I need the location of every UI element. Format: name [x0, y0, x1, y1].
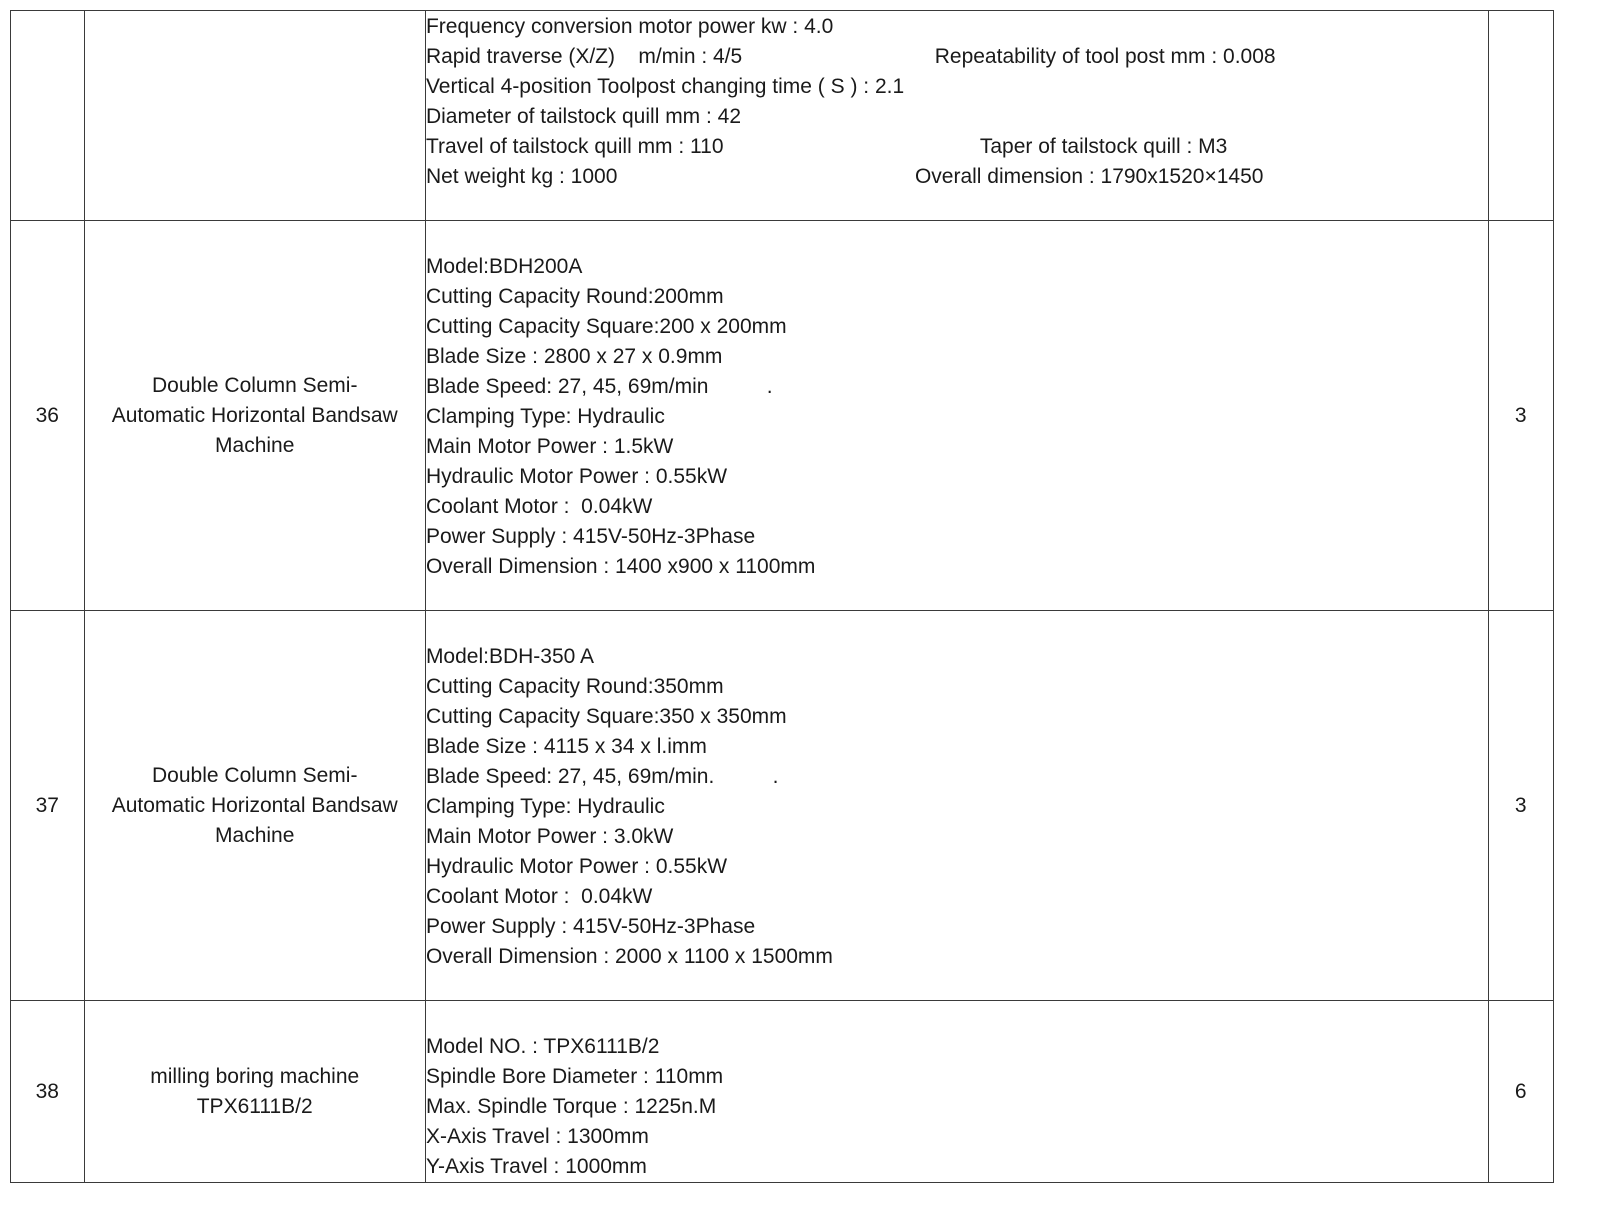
spec-line: Cutting Capacity Round:200mm — [425, 285, 724, 308]
spec-line: Max. Spindle Torque : 1225n.M — [425, 1095, 717, 1118]
item-name-line: Automatic Horizontal Bandsaw — [111, 793, 398, 817]
item-number-cell: 37 — [11, 611, 85, 1001]
table-row — [11, 1001, 1554, 1183]
item-number-cell: 38 — [11, 1001, 85, 1183]
spec-line: Frequency conversion motor power kw : 4.0 — [425, 15, 834, 38]
spec-line: Travel of tailstock quill mm : 110 Taper of tailstock quill : M3 — [425, 135, 1228, 158]
spec-line: Blade Size : 2800 x 27 x 0.9mm — [425, 345, 723, 368]
item-spec-cell — [425, 11, 1488, 221]
spec-line: Y-Axis Travel : 1000mm — [425, 1155, 647, 1178]
item-name-cell — [84, 221, 425, 611]
table-row — [11, 221, 1554, 611]
item-name-cell — [84, 11, 425, 221]
spec-line: Model:BDH200A — [425, 255, 583, 278]
spec-line: Blade Size : 4115 x 34 x l.imm — [425, 735, 707, 758]
item-name-cell — [84, 611, 425, 1001]
spec-line: Hydraulic Motor Power : 0.55kW — [425, 855, 728, 878]
item-name-cell — [84, 1001, 425, 1183]
item-qty-cell: 3 — [1488, 611, 1554, 1001]
item-spec-cell — [425, 611, 1488, 1001]
item-qty-cell: 3 — [1488, 221, 1554, 611]
spec-line: Power Supply : 415V-50Hz-3Phase — [425, 915, 756, 938]
item-spec-cell — [425, 221, 1488, 611]
spec-line: Cutting Capacity Square:350 x 350mm — [425, 705, 787, 728]
spec-line: Spindle Bore Diameter : 110mm — [425, 1065, 724, 1088]
item-number-cell — [11, 11, 85, 221]
spec-line: Overall Dimension : 1400 x900 x 1100mm — [425, 555, 816, 578]
item-name-line: milling boring machine — [150, 1064, 360, 1088]
spec-line: Blade Speed: 27, 45, 69m/min. . — [425, 765, 779, 788]
item-qty-cell: 6 — [1488, 1001, 1554, 1183]
spec-line: Main Motor Power : 1.5kW — [425, 435, 674, 458]
spec-line: Coolant Motor : 0.04kW — [425, 885, 653, 908]
spec-line: Cutting Capacity Round:350mm — [425, 675, 724, 698]
table-row — [11, 611, 1554, 1001]
spec-line: X-Axis Travel : 1300mm — [425, 1125, 649, 1148]
spec-line: Main Motor Power : 3.0kW — [425, 825, 674, 848]
item-spec-cell — [425, 1001, 1488, 1183]
item-name-line: Double Column Semi- — [152, 373, 358, 397]
spec-line: Model:BDH-350 A — [425, 645, 595, 668]
spec-line: Rapid traverse (X/Z) m/min : 4/5 Repeatability of tool post mm : 0.008 — [425, 45, 1276, 68]
item-qty-cell — [1488, 11, 1554, 221]
spec-line: Blade Speed: 27, 45, 69m/min . — [425, 375, 773, 398]
spec-line: Power Supply : 415V-50Hz-3Phase — [425, 525, 756, 548]
spec-line: Net weight kg : 1000 Overall dimension : 1790x1520×1450 — [425, 165, 1264, 188]
spec-line: Clamping Type: Hydraulic — [425, 795, 665, 818]
item-name-line: Double Column Semi- — [152, 763, 358, 787]
item-name-line: Automatic Horizontal Bandsaw — [111, 403, 398, 427]
table-row — [11, 11, 1554, 221]
item-name-line: TPX6111B/2 — [196, 1094, 313, 1118]
item-number-cell: 36 — [11, 221, 85, 611]
spec-line: Vertical 4-position Toolpost changing time ( S ) : 2.1 — [425, 75, 905, 98]
spec-line: Coolant Motor : 0.04kW — [425, 495, 653, 518]
spec-line: Clamping Type: Hydraulic — [425, 405, 665, 428]
item-name-line: Machine — [215, 823, 295, 847]
spec-line: Model NO. : TPX6111B/2 — [425, 1035, 660, 1058]
spec-line: Cutting Capacity Square:200 x 200mm — [425, 315, 787, 338]
equipment-spec-table — [10, 10, 1554, 1183]
item-name-line: Machine — [215, 433, 295, 457]
spec-line: Overall Dimension : 2000 x 1100 x 1500mm — [425, 945, 833, 968]
spec-line: Hydraulic Motor Power : 0.55kW — [425, 465, 728, 488]
spec-line: Diameter of tailstock quill mm : 42 — [425, 105, 742, 128]
